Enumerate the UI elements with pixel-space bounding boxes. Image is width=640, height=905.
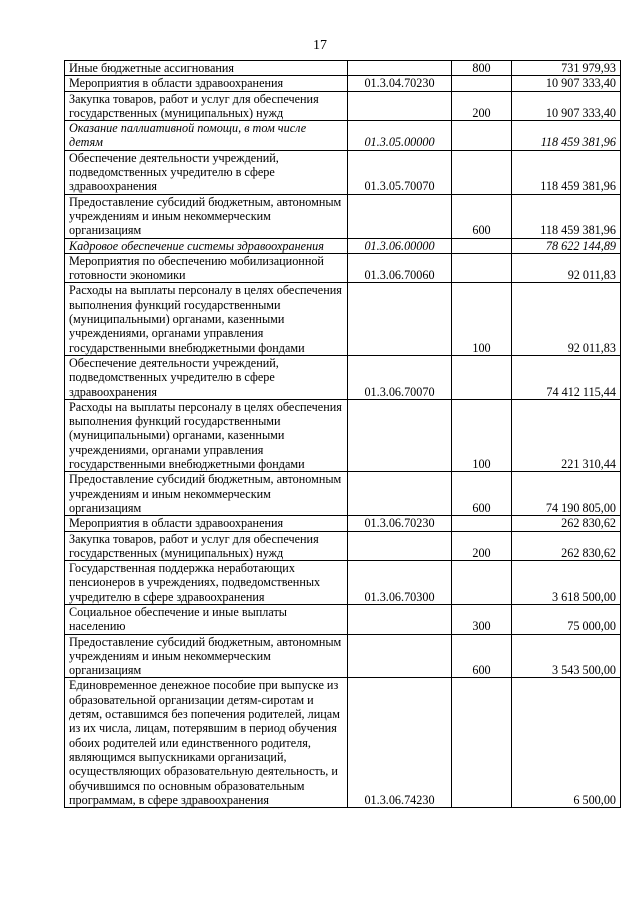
row-type-cell: 600 [452, 634, 512, 678]
row-sum-cell: 262 830,62 [512, 531, 621, 561]
row-code-cell: 01.3.06.70230 [348, 516, 452, 531]
table-row [65, 283, 621, 355]
row-name-cell: Социальное обеспечение и иные выплаты населению [65, 604, 348, 634]
row-name-cell: Предоставление субсидий бюджетным, автономным учреждениям и иным некоммерческим организациям [65, 634, 348, 678]
row-name-cell: Предоставление субсидий бюджетным, автономным учреждениям и иным некоммерческим организациям [65, 194, 348, 238]
row-code-cell: 01.3.05.00000 [348, 121, 452, 151]
row-name-cell: Иные бюджетные ассигнования [65, 61, 348, 76]
row-type-cell: 800 [452, 61, 512, 76]
row-sum-cell: 10 907 333,40 [512, 76, 621, 91]
row-type-cell: 100 [452, 283, 512, 355]
row-name-cell: Предоставление субсидий бюджетным, автономным учреждениям и иным некоммерческим организациям [65, 472, 348, 516]
row-code-cell: 01.3.04.70230 [348, 76, 452, 91]
row-sum-cell: 92 011,83 [512, 283, 621, 355]
row-type-cell: 300 [452, 604, 512, 634]
row-type-cell [452, 253, 512, 283]
row-code-cell [348, 61, 452, 76]
row-name-cell: Государственная поддержка неработающих пенсионеров в учреждениях, подведомственных учредителю в сфере здравоохранения [65, 561, 348, 605]
row-code-cell: 01.3.06.70300 [348, 561, 452, 605]
page-number: 17 [313, 38, 327, 53]
row-type-cell [452, 355, 512, 399]
table-row [65, 634, 621, 678]
row-name-cell: Обеспечение деятельности учреждений, подведомственных учредителю в сфере здравоохранения [65, 355, 348, 399]
row-name-cell: Обеспечение деятельности учреждений, подведомственных учредителю в сфере здравоохранения [65, 150, 348, 194]
row-code-cell [348, 604, 452, 634]
row-code-cell: 01.3.06.70070 [348, 355, 452, 399]
row-name-cell: Кадровое обеспечение системы здравоохранения [65, 238, 348, 253]
table-row [65, 76, 621, 91]
row-sum-cell: 731 979,93 [512, 61, 621, 76]
table-row [65, 561, 621, 605]
row-name-cell: Единовременное денежное пособие при выпуске из образовательной организации детям-сиротам и детям, оставшимся без попечения родителей, лицам из их числа, лицам, потерявшим в период обучения обоих родителей или единственного родителя, являющимся выпускниками организаций, осуществляющих образовательную деятельность, и обучившимся по основным образовательным программам, в сфере здравоохранения [65, 678, 348, 808]
row-sum-cell: 3 543 500,00 [512, 634, 621, 678]
table-row [65, 194, 621, 238]
row-type-cell [452, 561, 512, 605]
row-name-cell: Расходы на выплаты персоналу в целях обеспечения выполнения функций государственными (муниципальными) органами, казенными учреждениями, органами управления государственными внебюджетными фондами [65, 399, 348, 471]
row-sum-cell: 78 622 144,89 [512, 238, 621, 253]
budget-table-body [65, 61, 621, 808]
row-sum-cell: 118 459 381,96 [512, 150, 621, 194]
row-name-cell: Закупка товаров, работ и услуг для обеспечения государственных (муниципальных) нужд [65, 91, 348, 121]
row-code-cell [348, 634, 452, 678]
row-code-cell [348, 399, 452, 471]
row-name-cell: Закупка товаров, работ и услуг для обеспечения государственных (муниципальных) нужд [65, 531, 348, 561]
row-type-cell: 100 [452, 399, 512, 471]
row-sum-cell: 221 310,44 [512, 399, 621, 471]
table-row [65, 516, 621, 531]
table-row [65, 121, 621, 151]
table-row [65, 253, 621, 283]
row-type-cell [452, 121, 512, 151]
table-row [65, 61, 621, 76]
row-type-cell: 600 [452, 194, 512, 238]
row-sum-cell: 6 500,00 [512, 678, 621, 808]
row-sum-cell: 118 459 381,96 [512, 121, 621, 151]
row-type-cell [452, 516, 512, 531]
table-row [65, 150, 621, 194]
table-row [65, 355, 621, 399]
row-code-cell [348, 194, 452, 238]
row-sum-cell: 3 618 500,00 [512, 561, 621, 605]
row-name-cell: Мероприятия по обеспечению мобилизационной готовности экономики [65, 253, 348, 283]
row-name-cell: Расходы на выплаты персоналу в целях обеспечения выполнения функций государственными (муниципальными) органами, казенными учреждениями, органами управления государственными внебюджетными фондами [65, 283, 348, 355]
table-row [65, 678, 621, 808]
table-row [65, 91, 621, 121]
row-code-cell: 01.3.06.74230 [348, 678, 452, 808]
row-code-cell [348, 283, 452, 355]
row-sum-cell: 262 830,62 [512, 516, 621, 531]
row-type-cell: 600 [452, 472, 512, 516]
row-type-cell: 200 [452, 91, 512, 121]
row-code-cell [348, 91, 452, 121]
row-code-cell: 01.3.05.70070 [348, 150, 452, 194]
row-type-cell [452, 150, 512, 194]
row-sum-cell: 118 459 381,96 [512, 194, 621, 238]
table-row [65, 238, 621, 253]
row-sum-cell: 10 907 333,40 [512, 91, 621, 121]
row-type-cell [452, 76, 512, 91]
budget-table [64, 60, 621, 808]
table-row [65, 604, 621, 634]
row-code-cell: 01.3.06.70060 [348, 253, 452, 283]
row-code-cell: 01.3.06.00000 [348, 238, 452, 253]
table-row [65, 472, 621, 516]
row-name-cell: Мероприятия в области здравоохранения [65, 516, 348, 531]
row-sum-cell: 74 412 115,44 [512, 355, 621, 399]
row-sum-cell: 92 011,83 [512, 253, 621, 283]
row-sum-cell: 74 190 805,00 [512, 472, 621, 516]
row-name-cell: Оказание паллиативной помощи, в том числе детям [65, 121, 348, 151]
table-row [65, 531, 621, 561]
row-code-cell [348, 472, 452, 516]
row-code-cell [348, 531, 452, 561]
row-type-cell [452, 238, 512, 253]
row-type-cell: 200 [452, 531, 512, 561]
row-sum-cell: 75 000,00 [512, 604, 621, 634]
row-name-cell: Мероприятия в области здравоохранения [65, 76, 348, 91]
table-row [65, 399, 621, 471]
row-type-cell [452, 678, 512, 808]
